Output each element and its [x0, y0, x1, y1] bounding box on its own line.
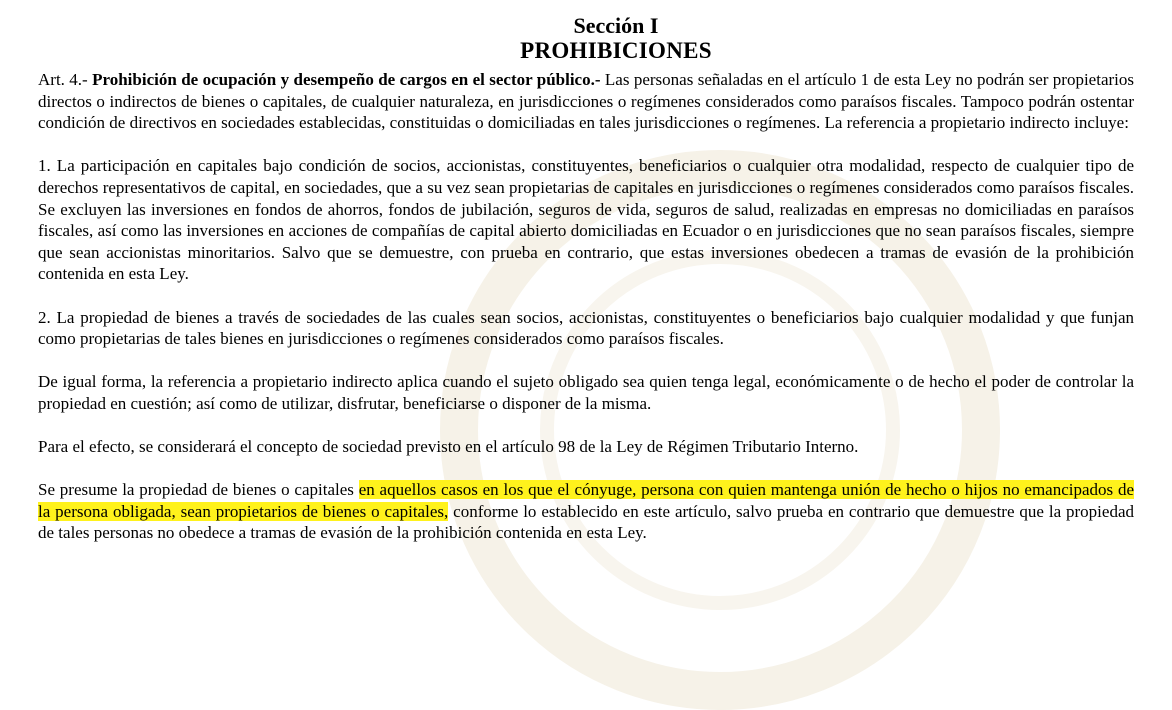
list-item-1: 1. La participación en capitales bajo condición de socios, accionistas, constituyentes, beneficiarios o cualquier otra modalidad, respecto de cualquier tipo de derechos representativos de capital, en sociedades, que a su vez sean propietarias de capitales en jurisdicciones o regímenes considerados como paraísos fiscales. Se excluyen las inversiones en fondos de ahorros, fondos de jubilación, seguros de vida, seguros de salud, realizadas en empresas no domiciliadas en paraísos fiscales, así como las inversiones en acciones de compañías de capital abierto domiciliadas en Ecuador o en jurisdicciones que no sean paraísos fiscales, siempre que sean accionistas minoritarios. Salvo que se demuestre, con prueba en contrario, que estas inversiones obedecen a tramas de evasión de la prohibición contenida en esta Ley. — [38, 156, 1134, 284]
paragraph-igual-forma: De igual forma, la referencia a propietario indirecto aplica cuando el sujeto obligado sea quien tenga legal, económicamente o de hecho el poder de controlar la propiedad en cuestión; así como de utilizar, disfrutar, beneficiarse o disponer de la misma. — [38, 372, 1134, 413]
paragraph-presume — [38, 479, 1134, 544]
paragraph-para-el-efecto: Para el efecto, se considerará el concepto de sociedad previsto en el artículo 98 de la Ley de Régimen Tributario Interno. — [38, 437, 859, 457]
highlighted-text: en aquellos casos en los que el cónyuge, persona con quien mantenga unión de hecho o hijos no emancipados de la persona obligada, sean propietarios de bienes o capitales, — [38, 480, 1134, 521]
document-page — [38, 14, 1134, 544]
article-prefix: Art. 4.- — [38, 70, 93, 89]
section-label: Sección I — [573, 13, 659, 38]
presume-end-text: conforme lo establecido en este artículo, salvo prueba en contrario que demuestre que la propiedad de tales personas no obedece a tramas de evasión de la prohibición contenida en esta Ley. — [38, 501, 1134, 543]
presume-start-text: Se presume la propiedad de bienes o capitales — [38, 480, 359, 500]
article-intro-text: Las personas señaladas en el artículo 1 de esta Ley no podrán ser propietarios directos o indirectos de bienes o capitales, de cualquier naturaleza, en jurisdicciones o regímenes considerados como paraísos fiscales. Tampoco podrán ostentar condición de directivos en sociedades establecidas, constituidas o domiciliadas en tales jurisdicciones o regímenes. La referencia a propietario indirecto incluye: — [38, 70, 1134, 133]
article-heading: Prohibición de ocupación y desempeño de cargos en el sector público.- — [92, 70, 601, 89]
section-title: PROHIBICIONES — [520, 38, 712, 63]
list-item-2: 2. La propiedad de bienes a través de sociedades de las cuales sean socios, accionistas, constituyentes o beneficiarios bajo cualquier modalidad y que funjan como propietarias de tales bienes en jurisdicciones o regímenes considerados como paraísos fiscales. — [38, 307, 1134, 349]
article-intro-paragraph — [38, 69, 1134, 134]
